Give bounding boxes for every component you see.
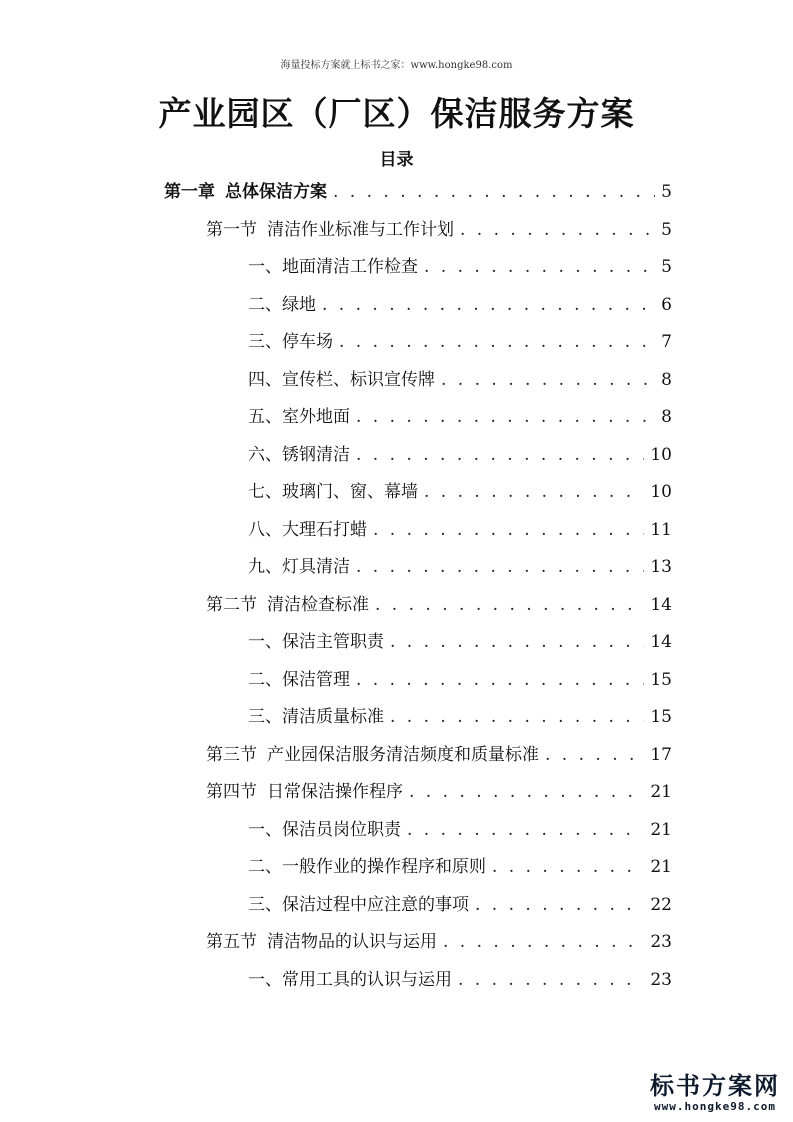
toc-entry-label (248, 439, 350, 471)
toc-entry-label (164, 176, 327, 208)
toc-entry-text: 三、保洁过程中应注意的事项 (248, 894, 469, 915)
toc-page-number: 21 (650, 857, 672, 877)
toc-dot-leader (492, 851, 644, 883)
toc-entry-number: 第一章 (164, 182, 215, 202)
toc-entry-text: 八、大理石打蜡 (248, 519, 367, 540)
toc-page-number: 17 (650, 744, 672, 765)
toc-entry-label (248, 626, 384, 658)
toc-entry[interactable] (248, 814, 672, 846)
toc-entry-label (248, 514, 367, 546)
toc-entry-text: 一、地面清洁工作检查 (248, 257, 418, 277)
toc-entry-label (248, 401, 350, 433)
toc-dot-leader (409, 776, 644, 808)
logo-text: 标书方案网 (650, 1072, 780, 1100)
toc-entry[interactable] (248, 326, 672, 358)
toc-page-number: 21 (650, 782, 672, 802)
toc-dot-leader (424, 476, 644, 508)
toc-entry-number: 第五节 (206, 932, 257, 952)
toc-page-number: 10 (650, 444, 672, 465)
toc-dot-leader (356, 664, 644, 696)
toc-entry-label (206, 214, 454, 246)
toc-entry-text: 清洁物品的认识与运用 (267, 932, 437, 952)
toc-entry-label (248, 289, 316, 321)
toc-entry[interactable] (206, 926, 672, 958)
toc-entry-text: 一、保洁主管职责 (248, 632, 384, 652)
toc-entry-label (248, 364, 435, 396)
toc-dot-leader (424, 251, 655, 283)
toc-entry[interactable] (206, 589, 672, 621)
toc-page-number: 5 (661, 182, 672, 202)
toc-entry-text: 六、锈钢清洁 (248, 444, 350, 465)
toc-page-number: 5 (661, 219, 672, 240)
toc-entry[interactable] (248, 364, 672, 396)
toc-entry-label (248, 251, 418, 283)
toc-entry-label (248, 551, 350, 583)
toc-entry-text: 产业园保洁服务清洁频度和质量标准 (267, 744, 539, 765)
toc-page-number: 15 (650, 707, 672, 727)
toc-dot-leader (356, 551, 644, 583)
toc-entry[interactable] (164, 176, 672, 208)
toc-entry-label (248, 701, 384, 733)
toc-entry[interactable] (248, 664, 672, 696)
toc-entry-text: 一、常用工具的认识与运用 (248, 969, 452, 990)
toc-entry-label (206, 776, 403, 808)
toc-entry[interactable] (248, 964, 672, 996)
toc-page-number: 14 (650, 632, 672, 652)
toc-page-number: 10 (650, 482, 672, 502)
toc-entry-number: 第四节 (206, 782, 257, 802)
toc-dot-leader (443, 926, 644, 958)
toc-page-number: 8 (661, 369, 672, 390)
toc-dot-leader (373, 514, 644, 546)
toc-dot-leader (322, 289, 655, 321)
toc-dot-leader (339, 326, 655, 358)
toc-entry-text: 五、室外地面 (248, 407, 350, 427)
toc-dot-leader (460, 214, 655, 246)
toc-entry[interactable] (248, 439, 672, 471)
toc-entry-text: 九、灯具清洁 (248, 557, 350, 577)
toc-entry-text: 清洁作业标准与工作计划 (267, 219, 454, 240)
toc-entry-label (248, 814, 401, 846)
toc-entry[interactable] (248, 289, 672, 321)
toc-page-number: 8 (661, 407, 672, 427)
toc-entry-text: 三、清洁质量标准 (248, 707, 384, 727)
toc-entry-text: 二、绿地 (248, 294, 316, 315)
toc-entry-label (248, 326, 333, 358)
toc-entry-text: 二、一般作业的操作程序和原则 (248, 857, 486, 877)
toc-entry[interactable] (248, 851, 672, 883)
toc-entry-number: 第一节 (206, 219, 257, 240)
toc-page-number: 13 (650, 557, 672, 577)
logo-url: www.hongke98.com (654, 1100, 776, 1113)
toc-entry-number: 第三节 (206, 744, 257, 765)
toc-entry-label (248, 889, 469, 921)
toc-dot-leader (375, 589, 644, 621)
toc-dot-leader (333, 176, 655, 208)
toc-entry-number: 第二节 (206, 594, 257, 615)
toc-entry[interactable] (248, 626, 672, 658)
toc-entry-label (206, 589, 369, 621)
toc-entry[interactable] (248, 514, 672, 546)
toc-page-number: 14 (650, 594, 672, 615)
toc-dot-leader (545, 739, 644, 771)
toc-page-number: 5 (661, 257, 672, 277)
toc-entry[interactable] (206, 214, 672, 246)
toc-dot-leader (390, 701, 644, 733)
toc-page-number: 11 (650, 519, 672, 540)
toc-entry-label (248, 964, 452, 996)
toc-entry[interactable] (248, 401, 672, 433)
toc-dot-leader (356, 401, 655, 433)
toc-entry[interactable] (206, 739, 672, 771)
toc-page-number: 6 (661, 294, 672, 315)
toc-page-number: 21 (650, 819, 672, 840)
toc-dot-leader (407, 814, 644, 846)
toc-entry-text: 三、停车场 (248, 332, 333, 352)
site-logo (640, 1072, 790, 1120)
toc-entry-text: 二、保洁管理 (248, 669, 350, 690)
toc-entry-label (206, 739, 539, 771)
document-title: 产业园区（厂区）保洁服务方案 (158, 94, 635, 133)
toc-page-number: 23 (650, 932, 672, 952)
toc-dot-leader (458, 964, 644, 996)
toc-page-number: 23 (650, 969, 672, 990)
toc-entry-text: 总体保洁方案 (225, 182, 327, 202)
toc-entry-label (248, 664, 350, 696)
toc-entry-label (248, 476, 418, 508)
toc-entry-text: 一、保洁员岗位职责 (248, 819, 401, 840)
toc-dot-leader (390, 626, 644, 658)
toc-dot-leader (441, 364, 655, 396)
toc-dot-leader (475, 889, 644, 921)
toc-entry-text: 四、宣传栏、标识宣传牌 (248, 369, 435, 390)
header-note: 海量投标方案就上标书之家：www.hongke98.com (280, 60, 513, 71)
toc-page-number: 22 (650, 894, 672, 915)
toc-entry[interactable] (248, 476, 672, 508)
toc-entry[interactable] (248, 889, 672, 921)
toc-entry[interactable] (248, 701, 672, 733)
toc-entry-text: 日常保洁操作程序 (267, 782, 403, 802)
toc-title: 目录 (379, 150, 414, 170)
toc-entry[interactable] (248, 251, 672, 283)
toc-entry-text: 七、玻璃门、窗、幕墙 (248, 482, 418, 502)
toc-entry-text: 清洁检查标准 (267, 594, 369, 615)
toc-entry[interactable] (206, 776, 672, 808)
toc-entry-label (206, 926, 437, 958)
toc-entry-label (248, 851, 486, 883)
toc-dot-leader (356, 439, 644, 471)
toc-page-number: 15 (650, 669, 672, 690)
toc-page-number: 7 (661, 332, 672, 352)
toc-entry[interactable] (248, 551, 672, 583)
